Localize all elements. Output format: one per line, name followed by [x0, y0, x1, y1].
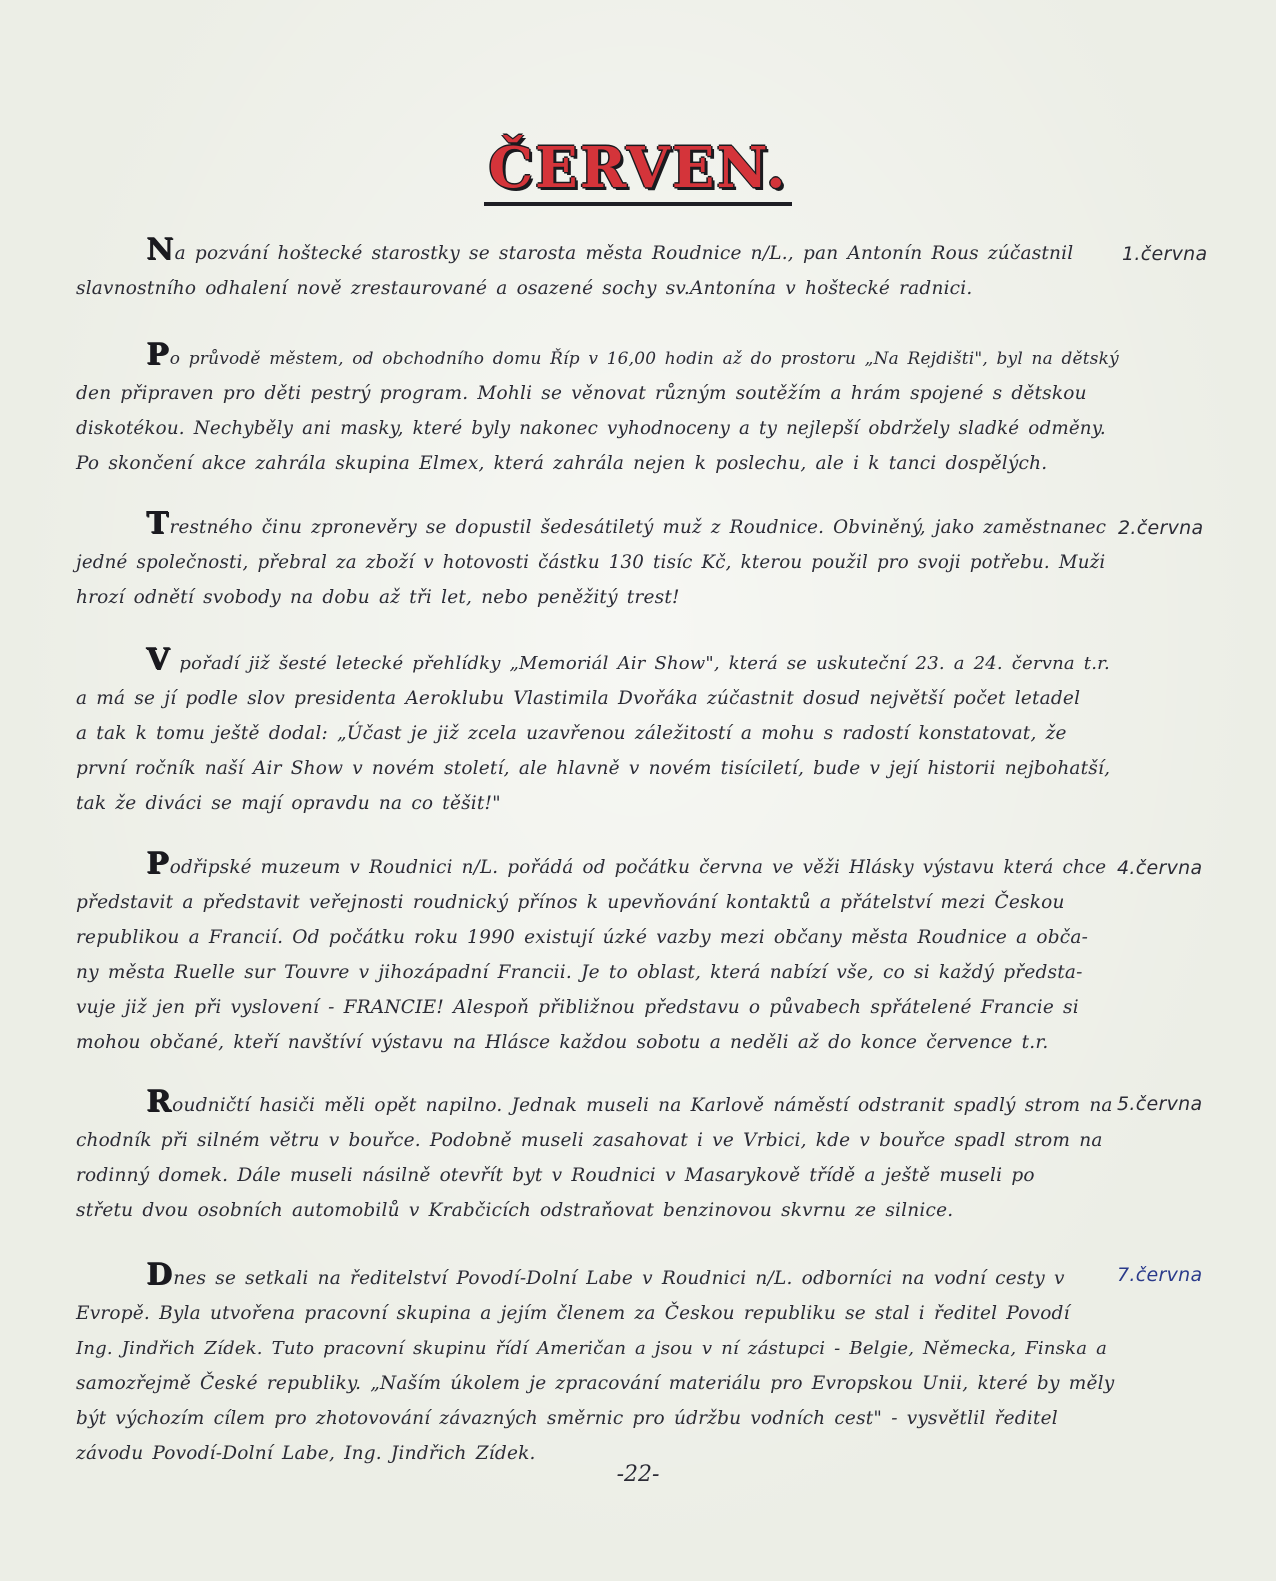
entry-7-line-6: závodu Povodí-Dolní Labe, Ing. Jindřich Zídek.	[76, 1443, 536, 1464]
entry-7-initial: D	[146, 1257, 173, 1292]
entry-1-line-2: slavnostního odhalení nově zrestaurované a osazené sochy sv.Antonína v hoštecké radnici.	[76, 278, 973, 299]
entry-2-initial: P	[146, 337, 169, 372]
entry-3-line-1: restného činu zpronevěry se dopustil šedesátiletý muž z Roudnice. Obviněný, jako zaměstnanec	[169, 517, 1107, 538]
entry-6-line-1: oudničtí hasiči měli opět napilno. Jednak museli na Karlově náměstí odstranit spadlý strom na	[172, 1095, 1113, 1116]
entry-5-line-1: odřipské muzeum v Roudnici n/L. pořádá od počátku června ve věži Hlásky výstavu která chce	[169, 857, 1107, 878]
entry-5-date: 4.června	[1117, 857, 1203, 879]
entry-7-date: 7.června	[1117, 1264, 1203, 1286]
entry-5-line-4: ny města Ruelle sur Touvre v jihozápadní Francii. Je to oblast, která nabízí vše, co si každý předsta-	[76, 962, 1083, 983]
entry-7-line-1: nes se setkali na ředitelství Povodí-Dolní Labe v Roudnici n/L. odborníci na vodní cesty v	[173, 1268, 1065, 1289]
page-title-text: ČERVEN.	[484, 140, 791, 206]
entry-6	[76, 1084, 1116, 1228]
entry-3-line-2: jedné společnosti, přebral za zboží v hotovosti částku 130 tisíc Kč, kterou použil pro svoji potřebu. Muži	[76, 552, 1106, 573]
entry-4-initial: V	[146, 642, 170, 677]
entry-5-line-6: mohou občané, kteří navštíví výstavu na Hlásce každou sobotu a neděli až do konce července t.r.	[76, 1032, 1049, 1053]
entry-6-line-2: chodník při silném větru v bouřce. Podobně museli zasahovat i ve Vrbici, kde v bouřce spadl strom na	[76, 1130, 1103, 1151]
entry-7-line-4: samozřejmě České republiky. „Naším úkolem je zpracování materiálu pro Evropskou Unii, které by měly	[76, 1373, 1115, 1394]
entry-2-line-1: o průvodě městem, od obchodního domu Říp v 16,00 hodin až do prostoru „Na Rejdišti", byl na dětský	[169, 348, 1119, 368]
entry-5-initial: P	[146, 846, 169, 881]
entry-3-line-3: hrozí odnětí svobody na dobu až tři let, nebo peněžitý trest!	[76, 587, 680, 608]
entry-1	[76, 232, 1116, 306]
entry-6-line-4: střetu dvou osobních automobilů v Krabčicích odstraňovat benzinovou skvrnu ze silnice.	[76, 1200, 954, 1221]
entry-1-initial: N	[146, 232, 174, 267]
entry-2	[76, 337, 1119, 481]
entry-5-line-5: vuje již jen při vyslovení - FRANCIE! Alespoň přibližnou představu o půvabech spřátelené Francie si	[76, 997, 1079, 1018]
entry-2-line-3: diskotékou. Nechyběly ani masky, které byly nakonec vyhodnoceny a ty nejlepší obdržely sladké odměny.	[76, 418, 1106, 439]
entry-3-initial: T	[146, 506, 169, 541]
entry-6-date: 5.června	[1117, 1093, 1203, 1115]
entry-5-line-2: představit a představit veřejnosti roudnický přínos k upevňování kontaktů a přátelství mezi Českou	[76, 892, 1065, 913]
entry-2-line-4: Po skončení akce zahrála skupina Elmex, která zahrála nejen k poslechu, ale i k tanci dospělých.	[76, 453, 1048, 474]
entry-4-line-5: tak že diváci se mají opravdu na co těšit!"	[76, 793, 501, 814]
entry-4-line-3: a tak k tomu ještě dodal: „Účast je již zcela uzavřenou záležitostí a mohu s radostí konstatovat, že	[76, 723, 1067, 744]
entry-5-line-3: republikou a Francií. Od počátku roku 1990 existují úzké vazby mezi občany města Roudnice a obča-	[76, 927, 1089, 948]
page-title	[0, 135, 1276, 206]
entry-5	[76, 846, 1116, 1060]
entry-3	[76, 506, 1116, 615]
entry-3-date: 2.června	[1118, 517, 1204, 539]
entry-1-date: 1.června	[1122, 243, 1208, 265]
entry-4-line-4: první ročník naší Air Show v novém století, ale hlavně v novém tisíciletí, bude v její historii nejbohatší,	[76, 758, 1111, 779]
entry-7-line-3: Ing. Jindřich Zídek. Tuto pracovní skupinu řídí Američan a jsou v ní zástupci - Belgie, Německa, Finska a	[76, 1338, 1108, 1359]
entry-7-line-2: Evropě. Byla utvořena pracovní skupina a jejím členem za Českou republiku se stal i ředitel Povodí	[76, 1303, 1070, 1324]
entry-1-line-1: a pozvání hoštecké starostky se starosta města Roudnice n/L., pan Antonín Rous zúčastnil	[174, 243, 1074, 264]
entry-4-line-2: a má se jí podle slov presidenta Aeroklubu Vlastimila Dvořáka zúčastnit dosud největší počet letadel	[76, 688, 1081, 709]
entry-4-line-1: pořadí již šesté letecké přehlídky „Memoriál Air Show", která se uskuteční 23. a 24. června t.r.	[170, 653, 1110, 674]
entry-6-initial: R	[146, 1084, 172, 1119]
entry-2-line-2: den připraven pro děti pestrý program. Mohli se věnovat různým soutěžím a hrám spojené s dětskou	[76, 383, 1087, 404]
page-number: -22-	[616, 1462, 660, 1487]
entry-7-line-5: být výchozím cílem pro zhotovování závazných směrnic pro údržbu vodních cest" - vysvětlil ředitel	[76, 1408, 1058, 1429]
entry-7	[76, 1257, 1116, 1471]
entry-4	[76, 642, 1116, 821]
entry-6-line-3: rodinný domek. Dále museli násilně otevřít byt v Roudnici v Masarykově třídě a ještě museli po	[76, 1165, 1035, 1186]
